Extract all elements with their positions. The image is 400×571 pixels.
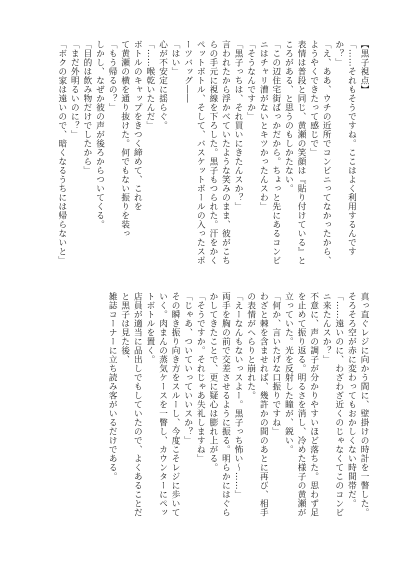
- text-line: 「そうなんですか」: [245, 40, 256, 121]
- text-line: 「はい」: [170, 40, 181, 76]
- text-line: 「え、ああ、ウチの近所でコンビニってなかったから、ようやくできたって感じで」: [308, 40, 332, 265]
- top-text-block: [15, 40, 370, 272]
- text-line: わざと棘を含ませれば、幾許かの間のあとに再び、相手の表情がへらりと崩れた。: [245, 292, 269, 517]
- text-line: 「……喉乾いたんだ」: [144, 40, 155, 130]
- text-line: 真っ直ぐレジに向かう間に、壁掛けの時計を一瞥した。そろそろ空が赤に変わってもおかしくない時間帯だ。: [346, 292, 369, 517]
- text-line: 【黒子視点】: [359, 40, 369, 94]
- text-line: 店員が適当に品出しでもしていたので、よくあることだと黒子は見た後、: [119, 292, 143, 517]
- text-line: 雑誌コーナーに立ち読み客がいるだけである。: [107, 292, 118, 481]
- text-line: 「……それもそうですね。ここはよく利用するんですか？」: [333, 40, 357, 256]
- text-line: 「ボクの家は遠いので、暗くなるうちには帰らないと」: [56, 40, 67, 265]
- text-line: 「そうですか。それじゃあ失礼しますね」: [195, 292, 206, 463]
- bottom-text-block: [15, 292, 370, 524]
- text-line: 表情は普段と同じ、黄瀬の笑顔は『貼り付けている』ところがある、と思うのもしかたない。: [283, 40, 307, 265]
- text-line: ボトルのキャップをきつく締めて、これを: [132, 40, 143, 211]
- text-line: 「……遠いのに、わざわざ近くのじゃなくてこのコンビニ来たんスか？」: [321, 292, 344, 517]
- text-line: 「まだ外明るいのに？」: [69, 40, 80, 139]
- text-line: しかし、なぜか彼の声が後ろからついてくる。: [94, 40, 105, 229]
- text-line: 「じゃあ、ついていっていいスか？」: [182, 292, 193, 445]
- text-line: 両手を胸の前で交差させるように振る。明らかにはぐらかしてきたことで、更に疑心は膨れ上がる。: [207, 292, 231, 517]
- text-line: 「この辺住宅街ばっかだから。ちょっと先にあるコンビニはチャリ漕がないとキツかったんスわ」: [258, 40, 281, 265]
- text-line: 「目的は飲み物だけでしたから」: [81, 40, 92, 175]
- text-line: 「えーなんもないっスよー。黒子っち怖い〜……」: [233, 292, 244, 499]
- text-line: その瞬き振り向き方をスルーし、今度こそレジに歩いていく。肉まんの蒸気ケースを一瞥し、カウンターにペットボトルを置く。: [144, 292, 181, 517]
- text-line: 不意に、声の調子が分かりやすいほど落ちた。思わず足を止めて振り返る。明るさを消し、冷めた様子の黄瀬が立っていた。光を反射した瞳が、鋭い。: [283, 292, 319, 517]
- text-line: 心が不安定に揺らぐ。: [157, 40, 168, 130]
- text-line: 「もう帰るの？」: [107, 40, 118, 112]
- text-line: て黄瀬の横を通り抜けた。何でもない振りを装っ: [119, 40, 130, 238]
- text-line: 「黒子っちは、それ買いにきたんスか？」: [233, 40, 244, 211]
- text-line: 「何か、言いたげな口振りですね」: [270, 292, 281, 436]
- text-line: 言われたから浮かべていたような笑みのまま、彼がこちらの手元に視線を下ろした。黒子もつられた。汗をかくペットボトル、そして、バスケットボールの入ったスポーツバッグ――: [182, 40, 231, 265]
